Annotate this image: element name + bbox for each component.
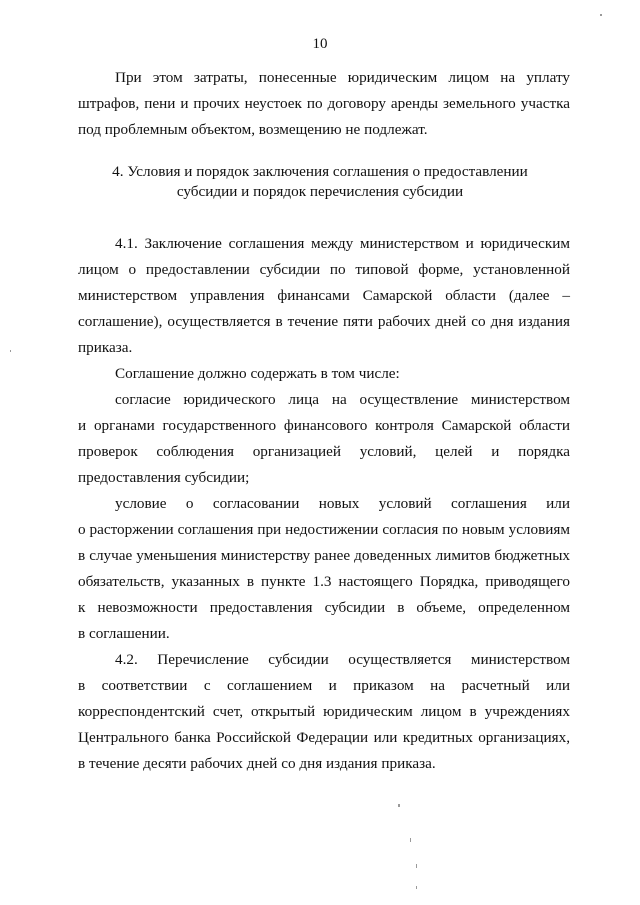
paragraph-consent-line: и органами государственного финансового контроля Самарской области — [78, 417, 570, 434]
paragraph-condition-line: условие о согласовании новых условий соглашения или — [115, 495, 570, 512]
paragraph-consent-line: предоставления субсидии; — [78, 469, 250, 486]
paragraph-4-2-line: в соответствии с соглашением и приказом на расчетный или — [78, 677, 570, 694]
paragraph-condition-line: к невозможности предоставления субсидии в объеме, определенном — [78, 599, 570, 616]
page-number: 10 — [312, 36, 328, 52]
scan-artifact — [416, 886, 417, 889]
paragraph-1-line: штрафов, пени и прочих неустоек по договору аренды земельного участка — [78, 95, 570, 112]
paragraph-4-2-line: в течение десяти рабочих дней со дня издания приказа. — [78, 755, 436, 772]
paragraph-4-1-line: 4.1. Заключение соглашения между министерством и юридическим — [115, 235, 570, 252]
paragraph-4-1-line: министерством управления финансами Самарской области (далее – — [78, 287, 570, 304]
paragraph-condition-line: о расторжении соглашения при недостижении согласия по новым условиям — [78, 521, 570, 538]
paragraph-1-line: При этом затраты, понесенные юридическим лицом на уплату — [115, 69, 570, 86]
scan-artifact — [10, 350, 11, 352]
paragraph-4-1-line: лицом о предоставлении субсидии по типовой форме, установленной — [78, 261, 570, 278]
paragraph-condition-line: в соглашении. — [78, 625, 170, 642]
paragraph-4-1-line: приказа. — [78, 339, 133, 356]
paragraph-4-2-line: 4.2. Перечисление субсидии осуществляется министерством — [115, 651, 570, 668]
paragraph-consent-line: согласие юридического лица на осуществление министерством — [115, 391, 570, 408]
paragraph-contents-intro: Соглашение должно содержать в том числе: — [115, 365, 400, 382]
paragraph-condition-line: обязательств, указанных в пункте 1.3 настоящего Порядка, приводящего — [78, 573, 570, 590]
paragraph-4-1-line: соглашение), осуществляется в течение пяти рабочих дней со дня издания — [78, 313, 570, 330]
paragraph-consent-line: проверок соблюдения организацией условий, целей и порядка — [78, 443, 570, 460]
section-heading-line: 4. Условия и порядок заключения соглашения о предоставлении — [112, 163, 528, 180]
section-heading-line: субсидии и порядок перечисления субсидии — [176, 183, 464, 200]
scan-artifact — [410, 838, 411, 842]
scan-artifact — [416, 864, 417, 868]
paragraph-condition-line: в случае уменьшения министерству ранее доведенных лимитов бюджетных — [78, 547, 570, 564]
paragraph-1-line: под проблемным объектом, возмещению не подлежат. — [78, 121, 428, 138]
scan-artifact — [398, 804, 400, 807]
paragraph-4-2-line: Центрального банка Российской Федерации или кредитных организациях, — [78, 729, 570, 746]
scan-artifact — [600, 14, 602, 16]
paragraph-4-2-line: корреспондентский счет, открытый юридическим лицом в учреждениях — [78, 703, 570, 720]
